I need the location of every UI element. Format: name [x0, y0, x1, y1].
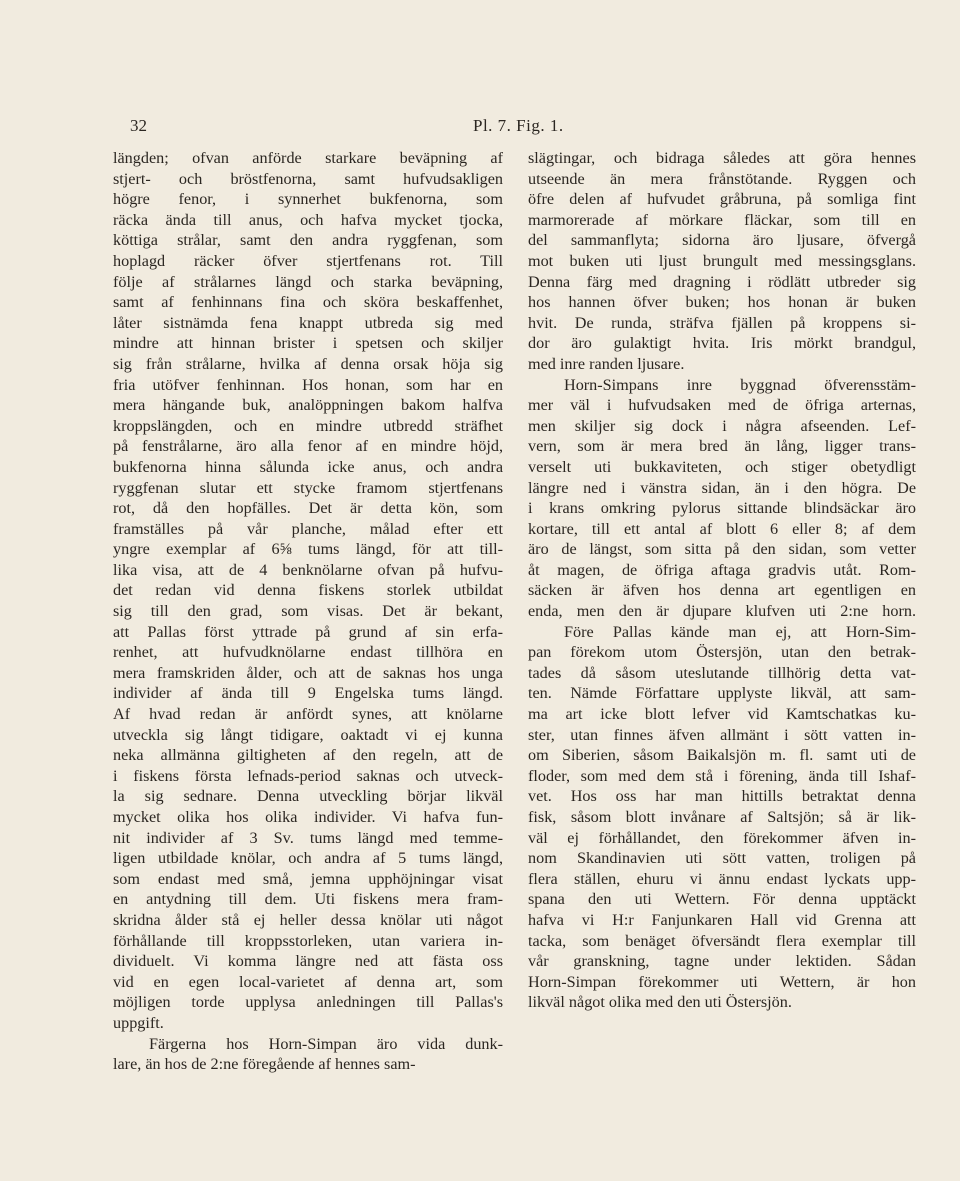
text-line: skridna ålder stå ej heller dessa knölar uti något — [113, 910, 503, 929]
text-line: mer väl i hufvudsaken med de öfriga arternas, — [528, 396, 916, 415]
text-line: flera ställen, ehuru vi ännu endast lyckats upp- — [528, 869, 916, 888]
text-line: lare, än hos de 2:ne föregående af hennes sam- — [113, 1055, 416, 1074]
text-line: utseende än mera frånstötande. Ryggen och — [528, 169, 916, 188]
text-line: en antydning till dem. Uti fiskens mera fram- — [113, 890, 503, 909]
text-line: bukfenorna hinna sålunda icke anus, och andra — [113, 457, 503, 476]
text-line: mot buken uti ljust brungult med messingsglans. — [528, 251, 916, 270]
text-line: hos hannen öfver buken; hos honan är buken — [528, 293, 916, 312]
text-line: vern, som är mera bred än lång, ligger trans- — [528, 437, 916, 456]
text-line: öfre delen af hufvudet gråbruna, på somliga fint — [528, 190, 916, 209]
text-line: äro de längst, som sitta på den sidan, som vetter — [528, 540, 916, 559]
text-line: rot, då den hopfälles. Det är detta kön, som — [113, 499, 503, 518]
text-line: ster, utan finnes äfven allmänt i sött vatten in- — [528, 725, 916, 744]
page-number: 32 — [130, 116, 147, 135]
text-line: lika visa, att de 4 benknölarne ofvan på hufvu- — [113, 560, 503, 579]
text-line: i krans omkring pylorus sittande blindsäckar äro — [528, 499, 916, 518]
text-line: individer af ända till 9 Engelska tums längd. — [113, 684, 503, 703]
text-line: hafva vi H:r Fanjunkaren Hall vid Grenna att — [528, 910, 916, 929]
text-line: längden; ofvan anförde starkare beväpning af — [113, 149, 503, 167]
text-line: utveckla sig långt tidigare, oaktadt vi ej kunna — [113, 725, 503, 744]
text-line: ryggfenan slutar ett stycke framom stjertfenans — [113, 478, 503, 497]
text-line: Färgerna hos Horn-Simpan äro vida dunk- — [149, 1034, 503, 1053]
text-line: mera framskriden ålder, och att de saknas hos unga — [113, 663, 503, 682]
text-line: vid en egen local-varietet af denna art, som — [113, 972, 503, 991]
text-line: la sig sednare. Denna utveckling börjar likväl — [113, 787, 503, 806]
text-line: räcka ända till anus, och hafva mycket tjocka, — [113, 210, 503, 229]
text-line: spana den uti Wettern. För denna upptäckt — [528, 890, 916, 909]
text-line: hvit. De runda, sträfva fjällen på kroppens si- — [528, 313, 916, 332]
text-line: uppgift. — [113, 1013, 164, 1032]
text-line: slägtingar, och bidraga således att göra hennes — [528, 149, 916, 167]
text-line: dor äro gulaktigt hvita. Iris mörkt brandgul, — [528, 334, 916, 353]
text-line: men skiljer sig dock i några afseenden. Lef- — [528, 416, 916, 435]
text-line: fria utöfver fenhinnan. Hos honan, som har en — [113, 375, 503, 394]
text-line: likväl något olika med den uti Östersjön. — [528, 993, 792, 1012]
text-line: sig från strålarne, hvilka af denna orsak höja sig — [113, 354, 503, 373]
plate-reference: Pl. 7. Fig. 1. — [473, 116, 564, 135]
left-text-column — [113, 148, 503, 1075]
right-text-column — [528, 148, 916, 1013]
text-line: följe af strålarnes längd och starka beväpning, — [113, 272, 503, 291]
text-line: del sammanflyta; sidorna äro ljusare, öfvergå — [528, 231, 916, 250]
text-line: väl ej förhållandet, den förekommer äfven in- — [528, 828, 916, 847]
text-line: vår granskning, tagne under lektiden. Sådan — [528, 952, 916, 971]
text-line: nit individer af 3 Sv. tums längd med temme- — [113, 828, 503, 847]
text-line: ten. Nämde Författare upplyste likväl, att sam- — [528, 684, 916, 703]
text-line: det redan vid denna fiskens storlek utbildat — [113, 581, 503, 600]
text-line: stjert- och bröstfenorna, samt hufvudsakligen — [113, 169, 503, 188]
text-line: neka allmänna giltigheten af den regeln, att de — [113, 746, 503, 765]
text-line: mycket olika hos olika individer. Vi hafva fun- — [113, 808, 503, 826]
text-line: dividuelt. Vi komma längre ned att fästa oss — [113, 952, 503, 971]
text-line: Af hvad redan är anfördt synes, att knölarne — [113, 705, 503, 724]
text-line: tades då såsom uteslutande tillhörig detta vat- — [528, 663, 916, 682]
text-line: som endast med små, jemna upphöjningar visat — [113, 869, 503, 888]
text-line: med inre randen ljusare. — [528, 354, 685, 373]
text-line: verselt uti bukkaviteten, och stiger obetydligt — [528, 457, 916, 476]
text-line: möjligen torde upplysa anledningen till Pallas's — [113, 993, 503, 1012]
text-line: längre ned i vänstra sidan, än i den högra. De — [528, 478, 916, 497]
text-line: marmorerade af mörkare fläckar, som till en — [528, 210, 916, 229]
text-line: mera hängande buk, analöppningen bakom halfva — [113, 396, 503, 415]
text-line: Horn-Simpans inre byggnad öfverensstäm- — [564, 375, 916, 394]
text-line: om Siberien, såsom Baikalsjön m. fl. samt uti de — [528, 746, 916, 765]
text-line: tacka, som benäget öfversändt flera exemplar till — [528, 931, 916, 950]
text-line: nom Skandinavien uti sött vatten, troligen på — [528, 849, 916, 868]
text-line: säcken är äfven hos denna art egentligen en — [528, 581, 916, 600]
text-line: ligen utbildade knölar, och andra af 5 tums längd, — [113, 849, 503, 868]
text-line: fisk, såsom blott invånare af Saltsjön; så är lik- — [528, 808, 916, 826]
text-line: sig till den grad, som visas. Det är bekant, — [113, 602, 503, 621]
text-line: Denna färg med dragning i rödlätt utbreder sig — [528, 272, 916, 291]
text-line: ma art icke blott lefver vid Kamtschatkas ku- — [528, 705, 916, 724]
text-line: Före Pallas kände man ej, att Horn-Sim- — [564, 622, 916, 641]
text-line: framställes på vår planche, målad efter ett — [113, 519, 503, 538]
text-line: på fenstrålarne, äro alla fenor af en mindre höjd, — [113, 437, 503, 456]
text-line: yngre exemplar af 6⅝ tums längd, för att till- — [113, 540, 503, 559]
text-line: köttiga strålar, samt den andra ryggfenan, som — [113, 231, 503, 250]
text-line: att Pallas först yttrade på grund af sin erfa- — [113, 622, 503, 641]
text-line: kortare, till ett antal af blott 6 eller 8; af dem — [528, 519, 916, 538]
text-line: renhet, att hufvudknölarne endast tillhöra en — [113, 643, 503, 662]
text-line: vet. Hos oss har man hittills betraktat denna — [528, 787, 916, 806]
text-line: förhållande till kroppsstorleken, utan variera in- — [113, 931, 503, 950]
text-line: åt magen, de öfriga aftaga gradvis utåt. Rom- — [528, 560, 916, 579]
text-line: i fiskens första lefnads-period saknas och utveck- — [113, 766, 503, 785]
text-line: låter sistnämda fena knappt utbreda sig med — [113, 313, 503, 332]
text-line: pan förekom utom Östersjön, utan den betrak- — [528, 643, 916, 662]
text-line: enda, men den är djupare klufven uti 2:ne horn. — [528, 602, 916, 621]
text-line: floder, som med dem stå i förening, ända till Ishaf- — [528, 766, 916, 785]
text-line: kroppslängden, och en mindre utbredd sträfhet — [113, 416, 503, 435]
text-line: högre fenor, i synnerhet bukfenorna, som — [113, 190, 503, 209]
text-line: mindre att hinnan brister i spetsen och skiljer — [113, 334, 503, 353]
text-line: samt af fenhinnans fina och sköra beskaffenhet, — [113, 293, 503, 312]
text-line: Horn-Simpan förekommer uti Wettern, är hon — [528, 972, 916, 991]
text-line: hoplagd räcker öfver stjertfenans rot. Till — [113, 251, 503, 270]
